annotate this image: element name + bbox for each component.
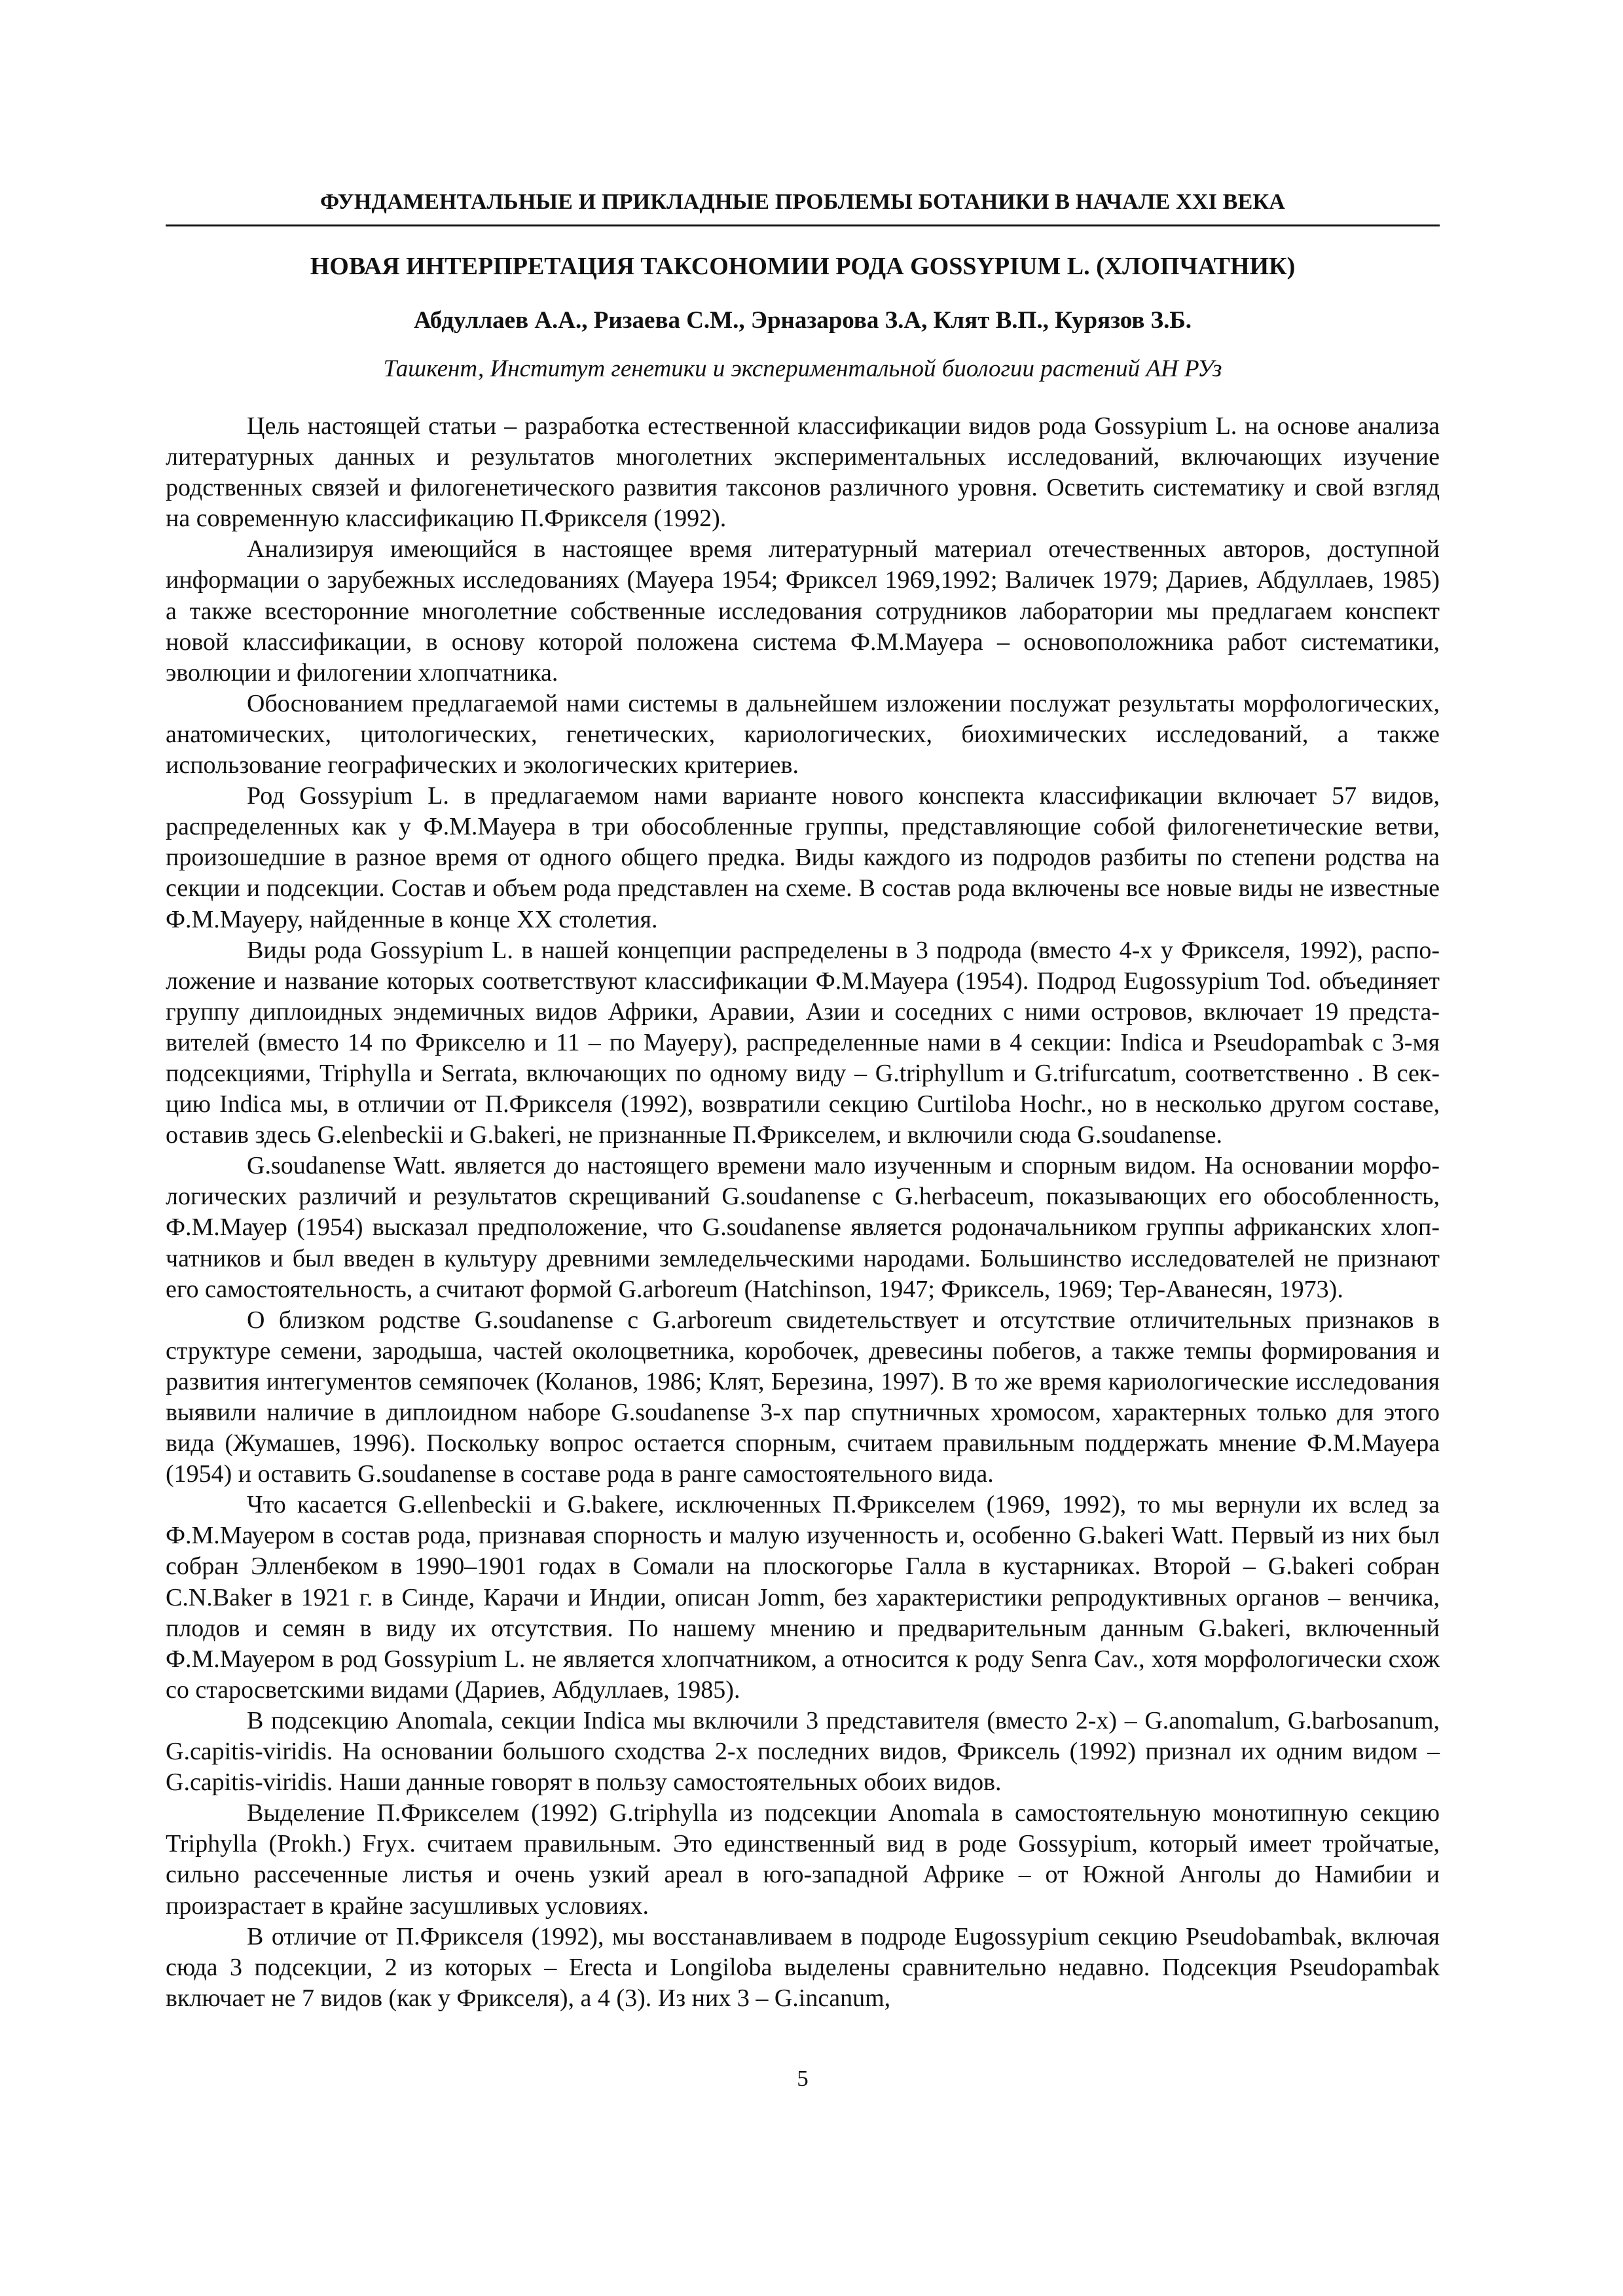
page-number: 5 [797,2066,809,2091]
paragraph-3: Обоснованием предлагаемой нами системы в дальнейшем изложении послужат результаты морфологических, анатомических, цитологических, генетических, кариологических, биохимических исследований, а также использование географических и экологических критериев. [166,689,1440,780]
paragraph-1: Цель настоящей статьи – разработка естественной классификации видов рода Gossypium L. на основе анализа литературных данных и результатов многолетних экспериментальных исследований, включающих изучение родственных связей и филогенетического развития таксонов различного уровня. Осветить систематику и свой взгляд на современную классификацию П.Фрикселя (1992). [166,412,1440,533]
paragraph-9: В подсекцию Anomala, секции Indica мы включили 3 представителя (вместо 2-х) – G.anomalum, G.barbosanum, G.capitis-viridis. На основании большого сходства 2-х последних видов, Фриксель (1992) признал их одним видом – G.capitis-viridis. Наши данные говорят в пользу самостоятельных обоих видов. [166,1706,1440,1797]
header-rule [166,224,1440,226]
article-title: НОВАЯ ИНТЕРПРЕТАЦИЯ ТАКСОНОМИИ РОДА GOSSYPIUM L. (ХЛОПЧАТНИК) [310,253,1296,280]
article-affiliation: Ташкент, Институт генетики и экспериментальной биологии растений АН РУз [383,355,1222,382]
article-body [166,411,1440,2014]
paragraph-8: Что касается G.ellenbeckii и G.bakere, исключенных П.Фрикселем (1969, 1992), то мы вернули их вслед за Ф.М.Мауером в состав рода, признавая спорность и малую изученность и, особенно G.bakeri Watt. Первый из них был собран Элленбеком в 1990–1901 годах в Сомали на плоскогорье Галла в кустарниках. Второй – G.bakeri собран C.N.Baker в 1921 г. в Синде, Карачи и Индии, описан Jomm, без характеристики репродуктивных органов – венчика, плодов и семян в виду их отсутствия. По нашему мнению и предварительным данным G.bakeri, включенный Ф.М.Мауером в род Gossypium L. не является хлопчатником, а относится к роду Senra Cav., хотя морфологически схож со старосветскими видами (Дариев, Абдуллаев, 1985). [166,1491,1440,1704]
paragraph-6: G.soudanense Watt. является до настоящего времени мало изученным и спорным видом. На основании морфологических различий и результатов скрещиваний G.soudanense с G.herbaceum, показывающих его обособленность, Ф.М.Мауер (1954) высказал предположение, что G.soudanense является родоначальником группы африканских хлопчатников и был введен в культуру древними земледельческими народами. Большинство исследователей не признают его самостоятельность, а считают формой G.arboreum (Hatchinson, 1947; Фриксель, 1969; Тер-Аванесян, 1973). [166,1152,1440,1303]
paragraph-2: Анализируя имеющийся в настоящее время литературный материал отечественных авторов, доступной информации о зарубежных исследованиях (Мауера 1954; Фриксел 1969,1992; Валичек 1979; Дариев, Абдуллаев, 1985) а также всесторонние многолетние собственные исследования сотрудников лаборатории мы предлагаем конспект новой классификации, в основу которой положена система Ф.М.Мауера – основоположника работ систематики, эволюции и филогении хлопчатника. [166,535,1440,687]
paragraph-5: Виды рода Gossypium L. в нашей концепции распределены в 3 подрода (вместо 4-х у Фрикселя, 1992), расположение и название которых соответствуют классификации Ф.М.Мауера (1954). Подрод Eugossypium Tod. объединяет группу диплоидных эндемичных видов Африки, Аравии, Азии и соседних с ними островов, включает 19 представителей (вместо 14 по Фрикселю и 11 – по Мауеру), распределенные нами в 4 секции: Indica и Pseudopambak с 3-мя подсекциями, Triphylla и Serrata, включающих по одному виду – G.triphyllum и G.trifurcatum, соответственно . В секцию Indica мы, в отличии от П.Фрикселя (1992), возвратили секцию Curtiloba Hochr., но в несколько другом составе, оставив здесь G.elenbeckii и G.bakeri, не признанные П.Фрикселем, и включили сюда G.soudanense. [166,936,1440,1149]
paragraph-4: Род Gossypium L. в предлагаемом нами варианте нового конспекта классификации включает 57 видов, распределенных как у Ф.М.Мауера в три обособленные группы, представляющие собой филогенетические ветви, произошедшие в разное время от одного общего предка. Виды каждого из подродов разбиты по степени родства на секции и подсекции. Состав и объем рода представлен на схеме. В состав рода включены все новые виды не известные Ф.М.Мауеру, найденные в конце ХХ столетия. [166,782,1440,933]
paragraph-7: О близком родстве G.soudanense с G.arboreum свидетельствует и отсутствие отличительных признаков в структуре семени, зародыша, частей околоцветника, коробочек, древесины побегов, а также темпы формирования и развития интегументов семяпочек (Коланов, 1986; Клят, Березина, 1997). В то же время кариологические исследования выявили наличие в диплоидном наборе G.soudanense 3-х пар спутничных хромосом, характерных только для этого вида (Жумашев, 1996). Поскольку вопрос остается спорным, считаем правильным поддержать мнение Ф.М.Мауера (1954) и оставить G.soudanense в составе рода в ранге самостоятельного вида. [166,1306,1440,1488]
article-authors: Абдуллаев А.А., Ризаева С.М., Эрназарова З.А, Клят В.П., Курязов З.Б. [413,307,1192,334]
paragraph-10: Выделение П.Фрикселем (1992) G.triphylla из подсекции Anomala в самостоятельную монотипную секцию Triphylla (Prokh.) Fryx. считаем правильным. Это единственный вид в роде Gossypium, который имеет тройчатые, сильно рассеченные листья и очень узкий ареал в юго-западной Африке – от Южной Анголы до Намибии и произрастает в крайне засушливых условиях. [166,1799,1440,1920]
running-header: ФУНДАМЕНТАЛЬНЫЕ И ПРИКЛАДНЫЕ ПРОБЛЕМЫ БОТАНИКИ В НАЧАЛЕ XXI ВЕКА [319,190,1286,214]
paragraph-11: В отличие от П.Фрикселя (1992), мы восстанавливаем в подроде Eugossypium секцию Pseudobambak, включая сюда 3 подсекции, 2 из которых – Erecta и Longiloba выделены сравнительно недавно. Подсекция Pseudopambak включает не 7 видов (как у Фрикселя), а 4 (3). Из них 3 – G.incanum, [166,1922,1440,2012]
